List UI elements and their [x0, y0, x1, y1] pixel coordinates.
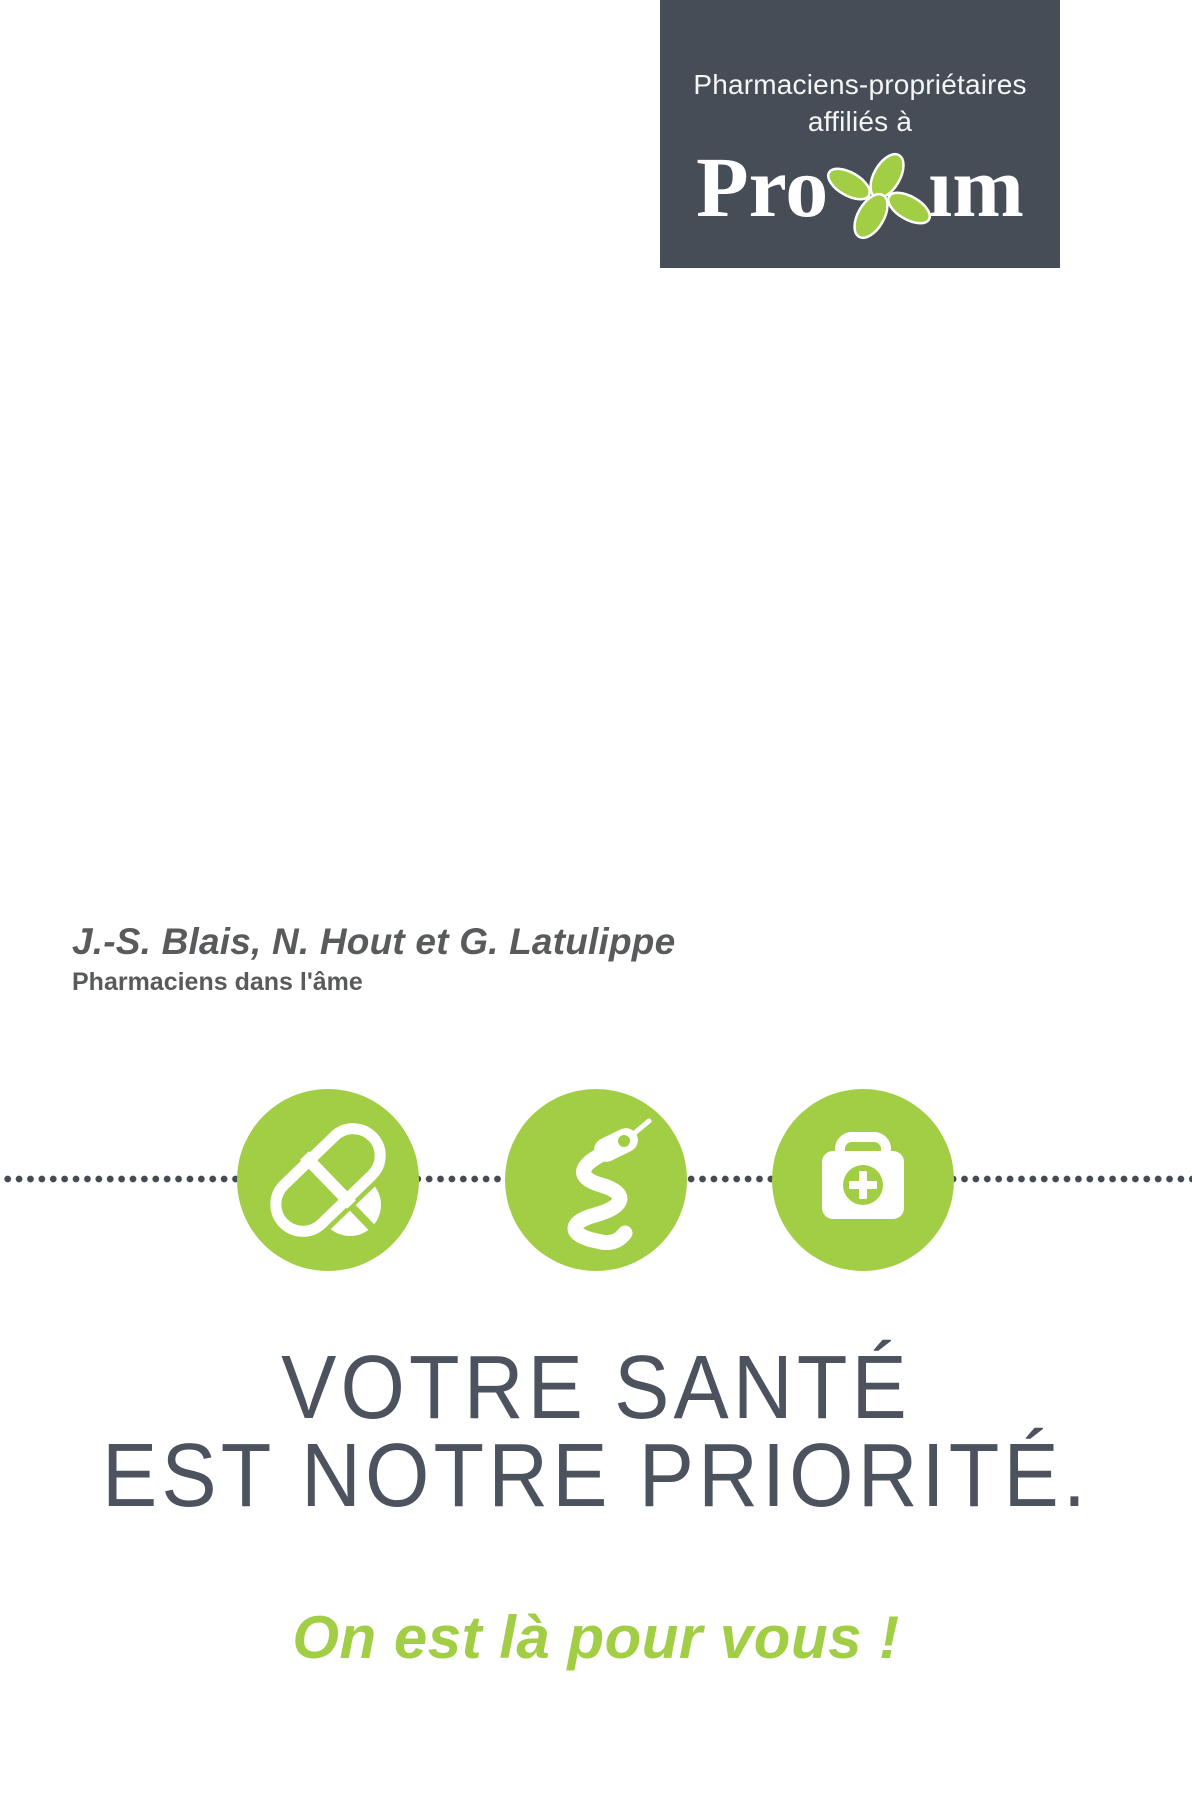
owners-subtitle: Pharmaciens dans l'âme — [72, 968, 363, 996]
rod-of-asclepius-icon — [505, 1089, 687, 1271]
tagline: On est là pour vous ! — [292, 1604, 900, 1671]
logo-text-pro: Pro — [696, 139, 829, 235]
first-aid-kit-icon — [772, 1089, 954, 1271]
proxim-logo — [660, 139, 1060, 235]
headline-line1: VOTRE SANTÉ — [281, 1338, 911, 1438]
brand-box — [660, 0, 1060, 268]
affiliation-line2: affiliés à — [807, 106, 913, 137]
logo-text-im: ım — [928, 139, 1024, 235]
headline — [48, 1338, 1145, 1526]
capsule-pill-icon — [237, 1089, 419, 1271]
proxim-x-flower-icon — [821, 152, 937, 240]
affiliation-line1: Pharmaciens-propriétaires — [693, 69, 1027, 100]
affiliation-text — [660, 66, 1060, 140]
owners-names: J.-S. Blais, N. Hout et G. Latulippe — [72, 921, 676, 962]
headline-line2: EST NOTRE PRIORITÉ. — [101, 1426, 1091, 1526]
owners-block — [72, 922, 675, 999]
